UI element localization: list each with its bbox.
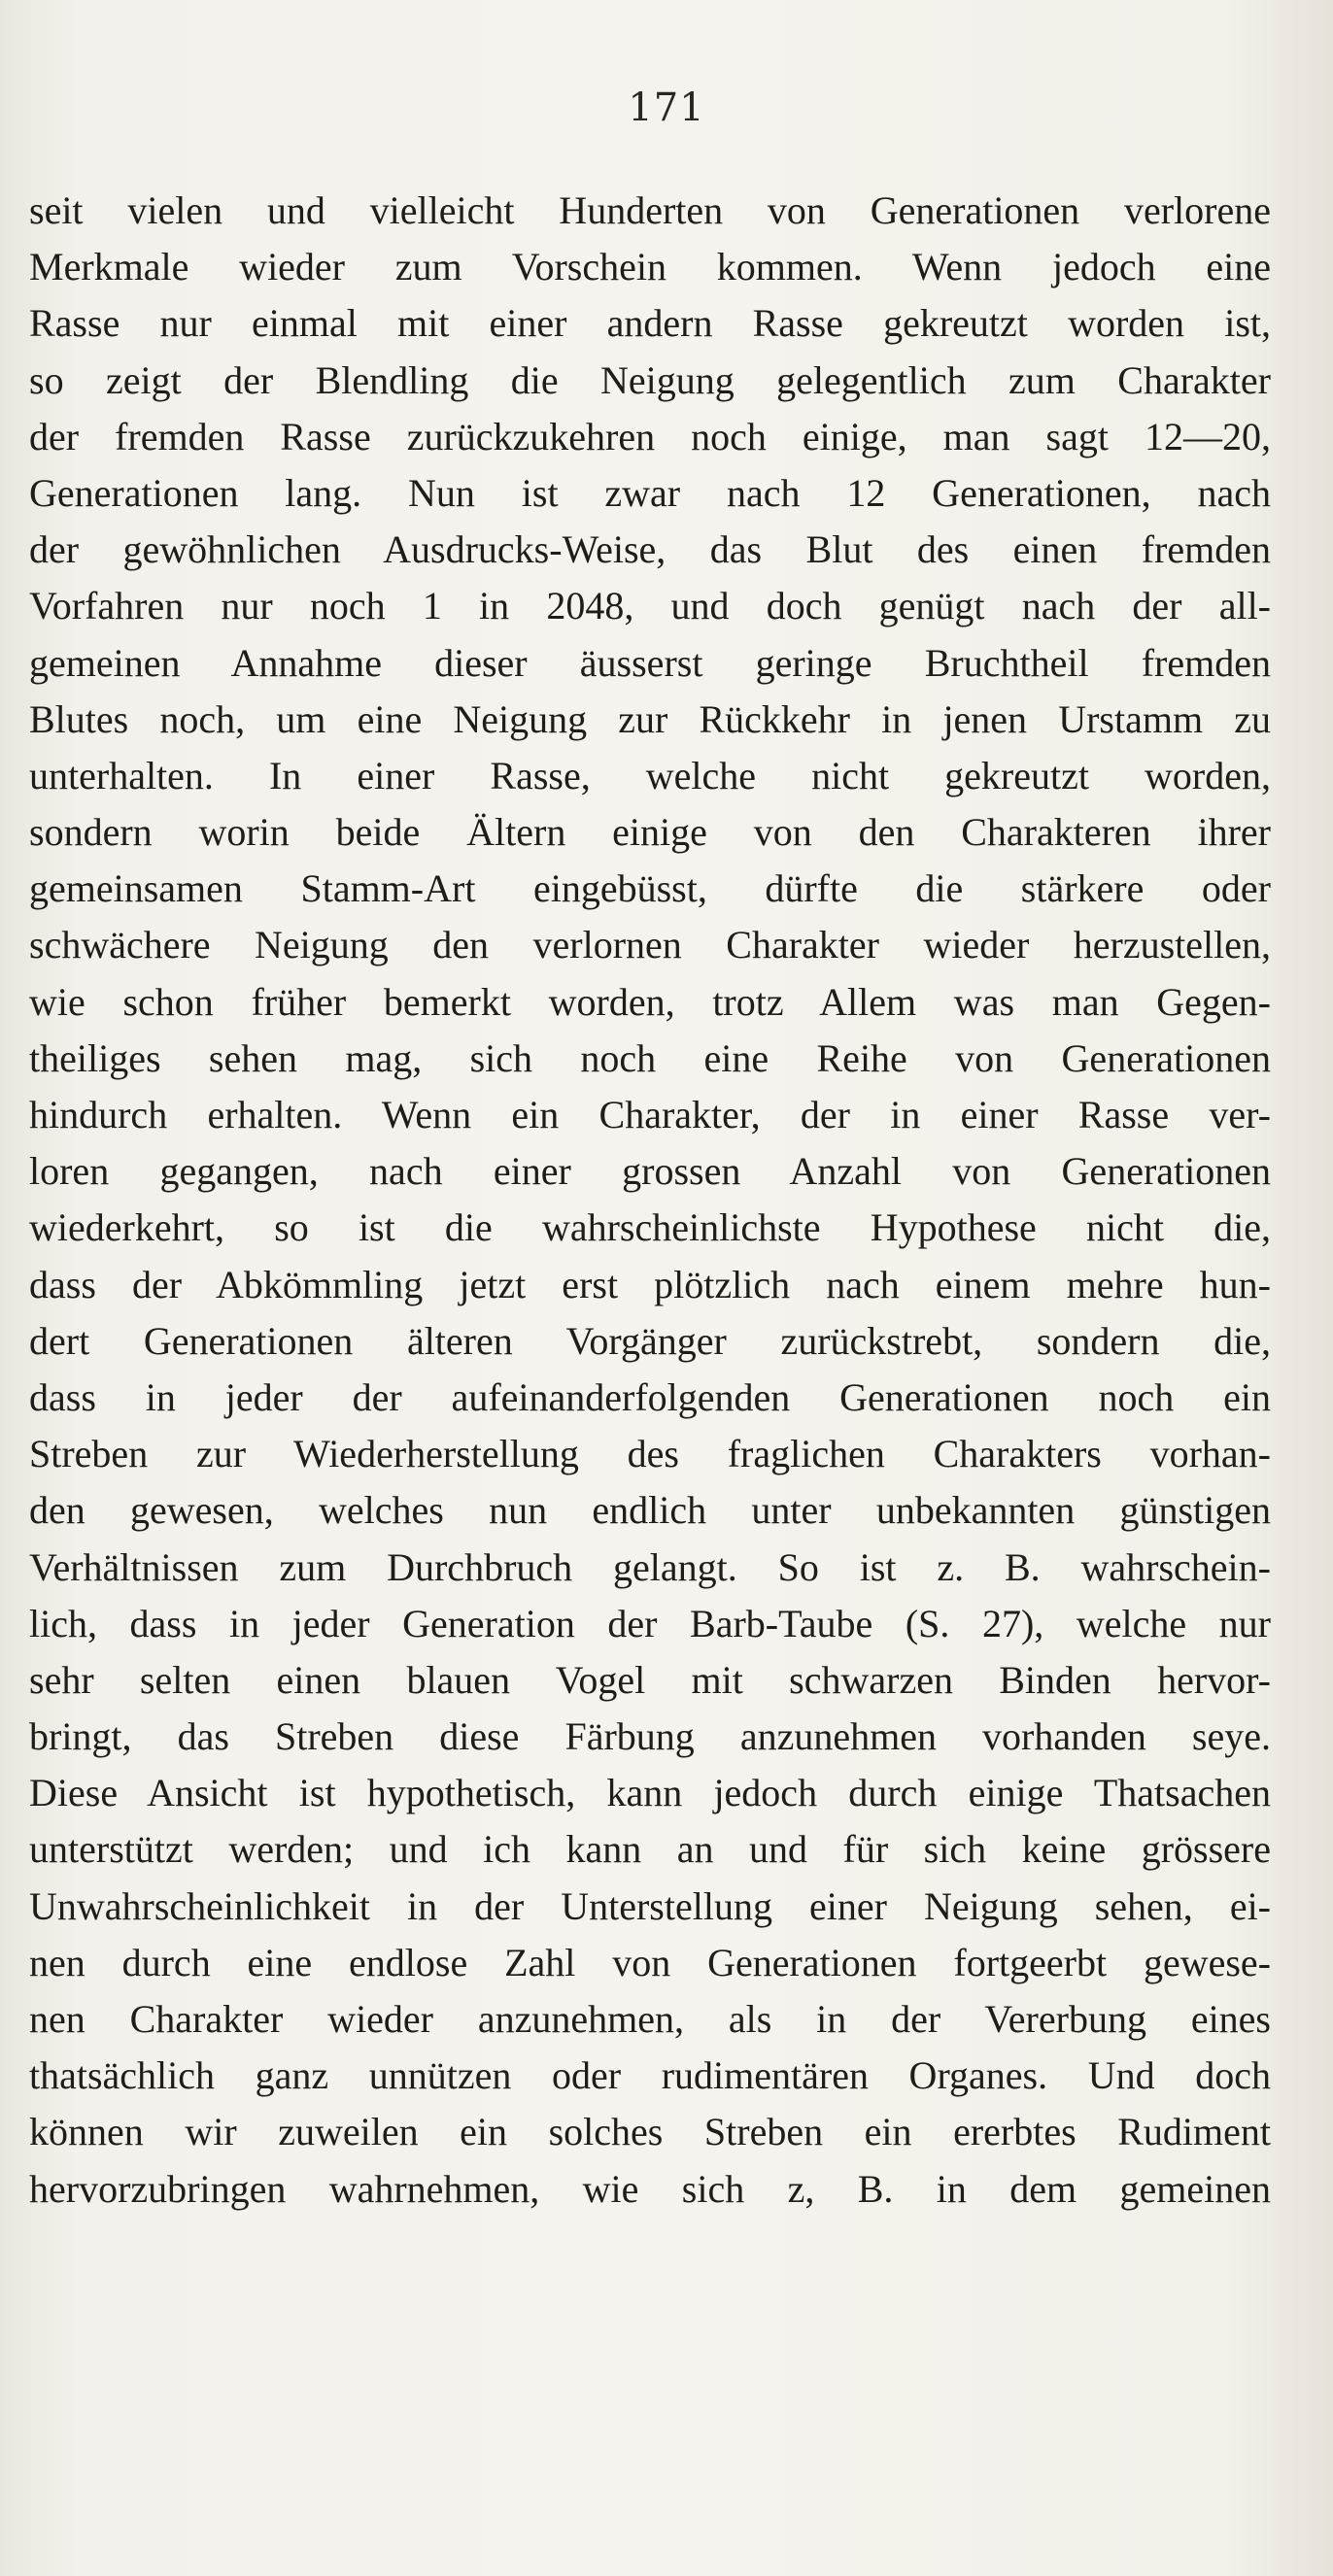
- text-line: der gewöhnlichen Ausdrucks-Weise, das Blut des einen fremden: [29, 527, 1271, 572]
- text-line: dert Generationen älteren Vorgänger zurückstrebt, sondern die,: [29, 1318, 1271, 1363]
- text-line: Verhältnissen zum Durchbruch gelangt. So ist z. B. wahrschein-: [29, 1544, 1271, 1589]
- text-line: wiederkehrt, so ist die wahrscheinlichste Hypothese nicht die,: [29, 1205, 1271, 1250]
- body-text: [29, 183, 1271, 2218]
- text-line: hervorzubringen wahrnehmen, wie sich z, B. in dem gemeinen: [29, 2166, 1271, 2211]
- text-line: Unwahrscheinlichkeit in der Unterstellung einer Neigung sehen, ei-: [29, 1883, 1271, 1928]
- text-line: so zeigt der Blendling die Neigung gelegentlich zum Charakter: [29, 357, 1271, 402]
- text-line: den gewesen, welches nun endlich unter unbekannten günstigen: [29, 1488, 1271, 1533]
- text-line: theiliges sehen mag, sich noch eine Reihe von Generationen: [29, 1035, 1271, 1080]
- text-line: der fremden Rasse zurückzukehren noch einige, man sagt 12—20,: [29, 414, 1271, 458]
- text-line: Blutes noch, um eine Neigung zur Rückkehr in jenen Urstamm zu: [29, 696, 1271, 741]
- text-line: bringt, das Streben diese Färbung anzunehmen vorhanden seye.: [29, 1714, 1271, 1759]
- text-line: dass der Abkömmling jetzt erst plötzlich nach einem mehre hun-: [29, 1262, 1271, 1306]
- text-line: unterstützt werden; und ich kann an und für sich keine grössere: [29, 1827, 1271, 1872]
- page-number: 171: [628, 85, 705, 130]
- text-line: nen Charakter wieder anzunehmen, als in der Vererbung eines: [29, 1997, 1271, 2041]
- text-line: gemeinen Annahme dieser äusserst geringe Bruchtheil fremden: [29, 640, 1271, 685]
- text-line: thatsächlich ganz unnützen oder rudimentären Organes. Und doch: [29, 2053, 1271, 2098]
- text-line: können wir zuweilen ein solches Streben ein ererbtes Rudiment: [29, 2110, 1271, 2154]
- text-line: hindurch erhalten. Wenn ein Charakter, der in einer Rasse ver-: [29, 1093, 1271, 1136]
- text-line: loren gegangen, nach einer grossen Anzahl von Generationen: [29, 1149, 1271, 1194]
- text-line: Merkmale wieder zum Vorschein kommen. Wenn jedoch eine: [29, 245, 1271, 289]
- text-line: Generationen lang. Nun ist zwar nach 12 Generationen, nach: [29, 470, 1271, 515]
- text-line: schwächere Neigung den verlornen Charakter wieder herzustellen,: [29, 923, 1271, 967]
- text-line: dass in jeder der aufeinanderfolgenden Generationen noch ein: [29, 1374, 1271, 1419]
- text-line: gemeinsamen Stamm-Art eingebüsst, dürfte die stärkere oder: [29, 866, 1271, 911]
- text-line: Diese Ansicht ist hypothetisch, kann jedoch durch einige Thatsachen: [29, 1771, 1271, 1815]
- text-line: Vorfahren nur noch 1 in 2048, und doch genügt nach der all-: [29, 584, 1271, 628]
- text-line: Rasse nur einmal mit einer andern Rasse gekreutzt worden ist,: [29, 301, 1271, 346]
- text-line: nen durch eine endlose Zahl von Generationen fortgeerbt gewese-: [29, 1940, 1271, 1984]
- text-line: lich, dass in jeder Generation der Barb-Taube (S. 27), welche nur: [29, 1601, 1271, 1645]
- text-line: wie schon früher bemerkt worden, trotz Allem was man Gegen-: [29, 979, 1271, 1024]
- text-line: unterhalten. In einer Rasse, welche nicht gekreutzt worden,: [29, 753, 1271, 797]
- text-line: sondern worin beide Ältern einige von den Charakteren ihrer: [29, 810, 1271, 855]
- text-line: sehr selten einen blauen Vogel mit schwarzen Binden hervor-: [29, 1657, 1271, 1702]
- text-line: Streben zur Wiederherstellung des fraglichen Charakters vorhan-: [29, 1432, 1271, 1476]
- text-line: seit vielen und vielleicht Hunderten von Generationen verlorene: [29, 188, 1271, 232]
